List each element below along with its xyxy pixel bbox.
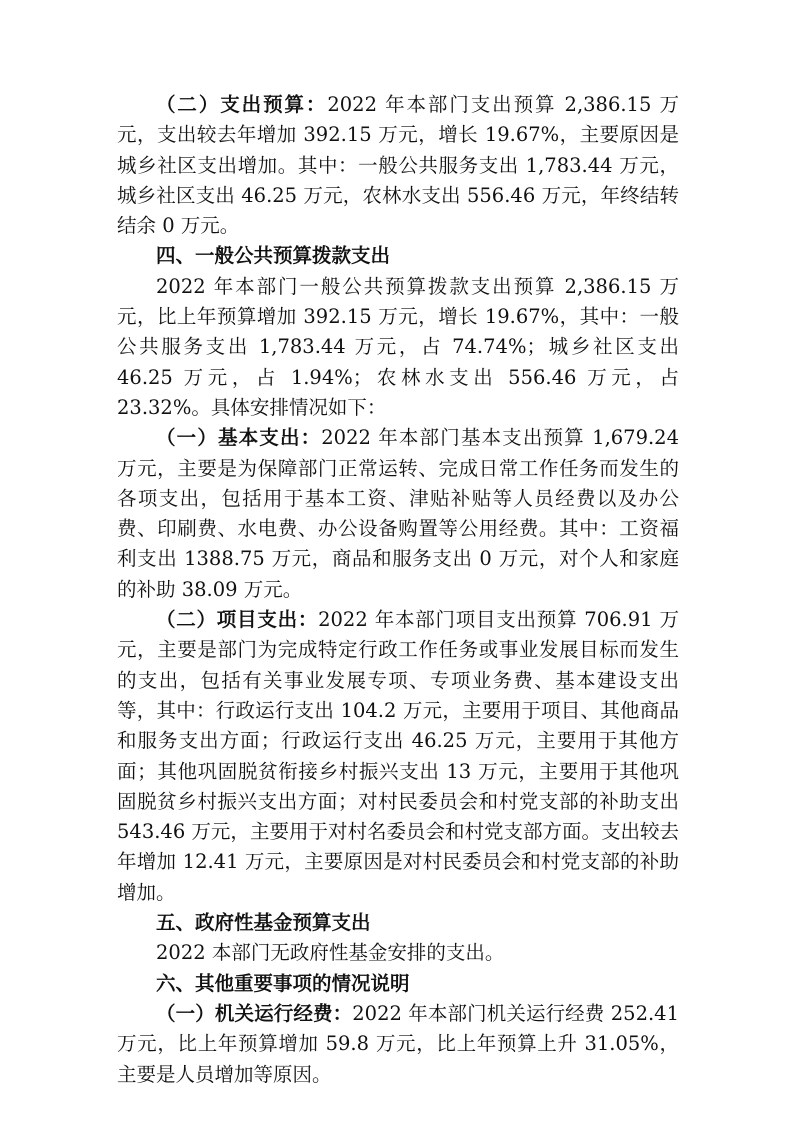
paragraph-project-expenditure xyxy=(117,605,686,908)
section-heading-other-matters: 六、其他重要事项的情况说明 xyxy=(156,971,410,995)
paragraph-lead: （一）机关运行经费： xyxy=(156,1001,353,1025)
section-heading-general-budget: 四、一般公共预算拨款支出 xyxy=(156,244,391,268)
paragraph-text: 2022 本部门无政府性基金安排的支出。 xyxy=(156,941,505,965)
paragraph-text: 2022 年本部门基本支出预算 1,679.24 万元，主要是为保障部门正常运转、完成日常工作任务而发生的各项支出，包括用于基本工资、津贴补贴等人员经费以及办公费、印刷费、水电费、办公设备购置等公用经费。其中：工资福利支出 1388.75 万元，商品和服务支出 0 万元，对个人和家庭的补助 38.09 万元。 xyxy=(117,426,686,601)
paragraph-general-budget xyxy=(117,272,686,423)
paragraph-lead: （二）项目支出： xyxy=(156,608,319,632)
paragraph-text: 2022 年本部门一般公共预算拨款支出预算 2,386.15 万元，比上年预算增加 392.15 万元，增长 19.67%，其中：一般公共服务支出 1,783.44 万元，占 74.74%；城乡社区支出 46.25 万元，占 1.94%；农林水支出 556.46 万元，占 23.32%。具体安排情况如下： xyxy=(117,274,686,419)
paragraph-government-fund xyxy=(117,938,679,968)
paragraph-expenditure-budget xyxy=(117,90,679,241)
paragraph-text: 2022 年本部门项目支出预算 706.91 万元，主要是部门为完成特定行政工作任务或事业发展目标而发生的支出，包括有关事业发展专项、专项业务费、基本建设支出等，其中：行政运行支出 104.2 万元，主要用于项目、其他商品和服务支出方面；行政运行支出 46.25 万元，主要用于其他方面；其他巩固脱贫衔接乡村振兴支出 13 万元，主要用于其他巩固脱贫乡村振兴支出方面；对村民委员会和村党支部的补助支出 543.46 万元，主要用于对村名委员会和村党支部方面。支出较去年增加 12.41 万元，主要原因是对村民委员会和村党支部的补助增加。 xyxy=(117,608,686,904)
paragraph-lead: （一）基本支出： xyxy=(156,426,322,450)
paragraph-operating-costs xyxy=(117,999,686,1090)
paragraph-text: 2022 年本部门支出预算 2,386.15 万元，支出较去年增加 392.15 万元，增长 19.67%，主要原因是城乡社区支出增加。其中：一般公共服务支出 1,783.44 万元，城乡社区支出 46.25 万元，农林水支出 556.46 万元，年终结转结余 0 万元。 xyxy=(117,93,679,238)
paragraph-basic-expenditure xyxy=(117,423,686,605)
paragraph-lead: （二）支出预算： xyxy=(156,93,328,116)
paragraph-text: 2022 年本部门机关运行经费 252.41 万元，比上年预算增加 59.8 万元，比上年预算上升 31.05%，主要是人员增加等原因。 xyxy=(117,1001,686,1086)
document-page xyxy=(117,90,686,1090)
section-heading-government-fund: 五、政府性基金预算支出 xyxy=(156,911,371,935)
